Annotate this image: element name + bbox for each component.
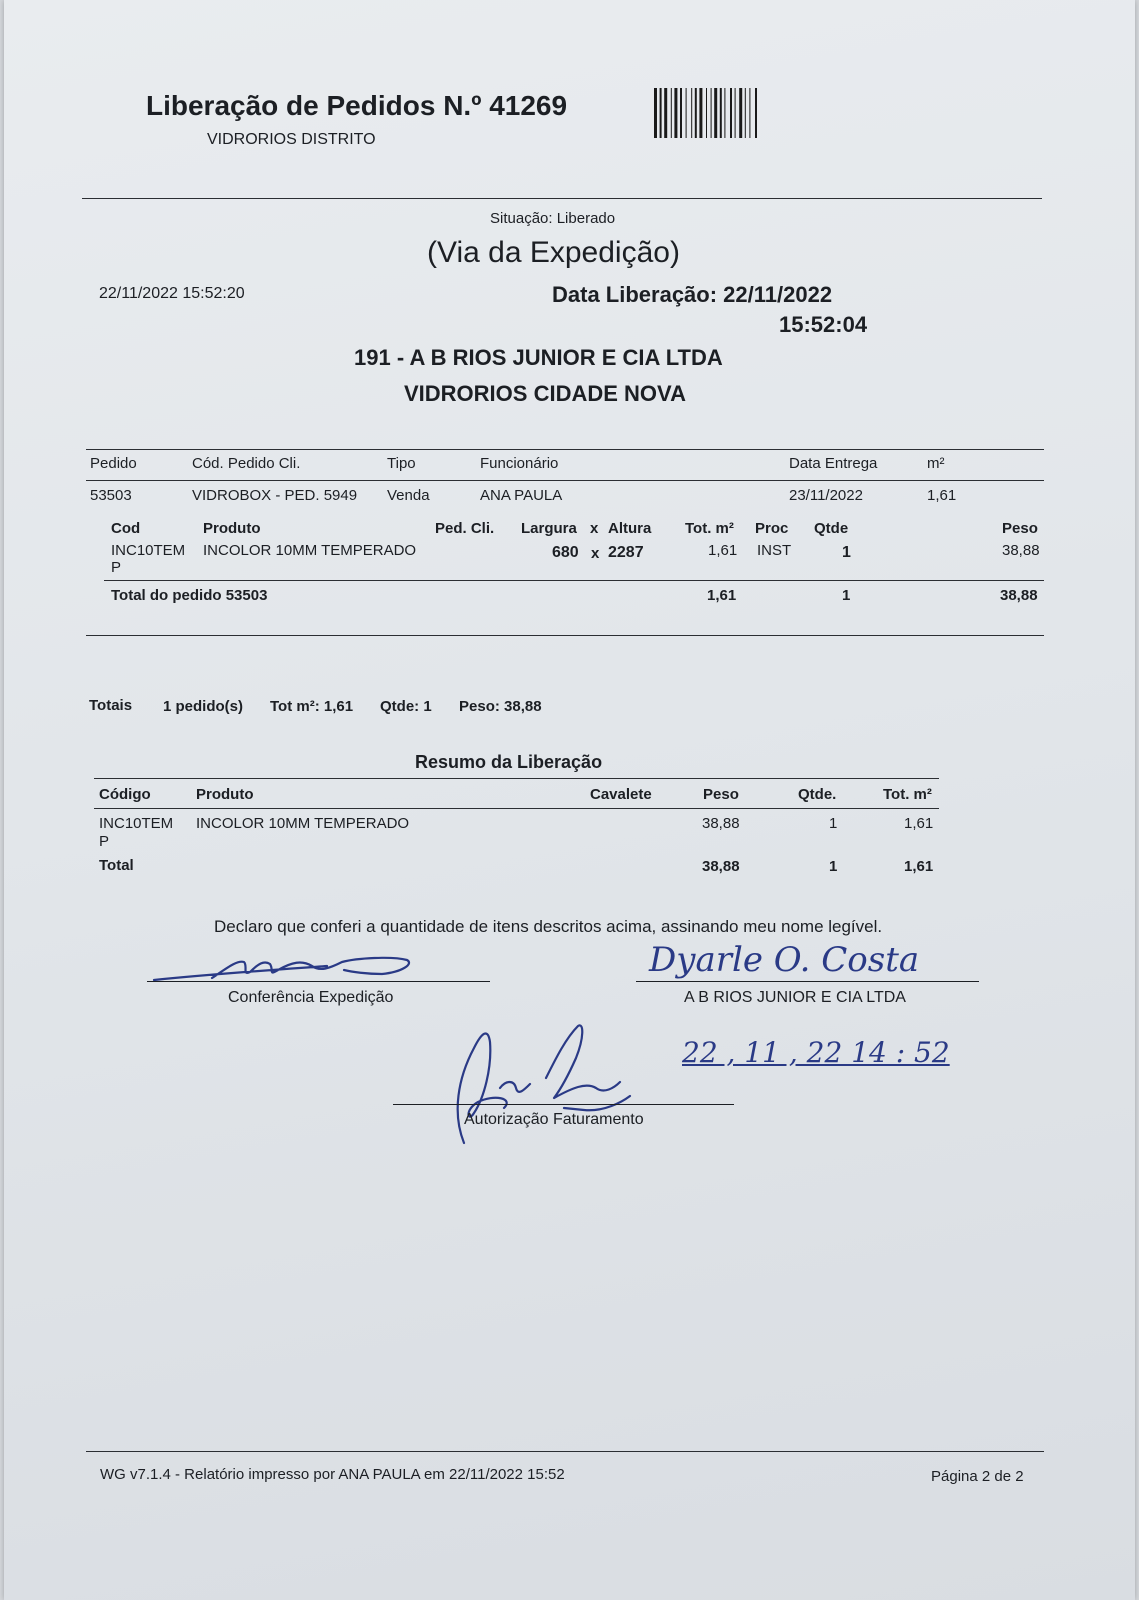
order-total-qtde: 1 xyxy=(842,587,851,604)
totals-peso: Peso: 38,88 xyxy=(459,698,542,715)
order-total-peso: 38,88 xyxy=(1000,587,1038,604)
handwritten-date: 22 , 11 , 22 14 : 52 xyxy=(682,1036,950,1069)
summary-col-qtde: Qtde. xyxy=(798,786,837,803)
summary-total-tot-m2: 1,61 xyxy=(904,858,934,875)
summary-qtde: 1 xyxy=(829,815,838,832)
item-tot-m2: 1,61 xyxy=(708,542,738,559)
order-total-m2: 1,61 xyxy=(707,587,737,604)
client-signature-label: A B RIOS JUNIOR E CIA LTDA xyxy=(684,989,906,1006)
document-page xyxy=(4,0,1135,1600)
client-handwritten-signature: Dyarle O. Costa xyxy=(649,940,920,980)
order-funcionario: ANA PAULA xyxy=(480,487,563,504)
summary-header-rule xyxy=(94,808,939,809)
expedicao-signature-icon xyxy=(152,950,422,990)
summary-col-peso: Peso xyxy=(703,786,739,803)
company-subtitle: VIDRORIOS DISTRITO xyxy=(207,131,376,148)
col-tipo: Tipo xyxy=(387,455,416,472)
totals-m2: Tot m²: 1,61 xyxy=(270,698,354,715)
col-cod-pedido-cli: Cód. Pedido Cli. xyxy=(192,455,301,472)
item-x: x xyxy=(591,545,600,562)
item-proc: INST xyxy=(757,542,792,559)
item-altura: 2287 xyxy=(608,544,644,561)
summary-codigo-continued: P xyxy=(99,833,110,850)
summary-col-codigo: Código xyxy=(99,786,151,803)
totals-label: Totais xyxy=(89,697,133,714)
col-pedido: Pedido xyxy=(90,455,137,472)
summary-tot-m2: 1,61 xyxy=(904,815,934,832)
order-table-top-rule xyxy=(86,449,1044,450)
item-qtde: 1 xyxy=(842,544,851,561)
faturamento-signature-icon xyxy=(444,1018,644,1153)
col-m2: m² xyxy=(927,455,945,472)
footer-rule xyxy=(86,1451,1044,1452)
item-col-produto: Produto xyxy=(203,520,261,537)
faturamento-signature-label: Autorização Faturamento xyxy=(464,1111,644,1128)
printed-timestamp: 22/11/2022 15:52:20 xyxy=(99,285,245,302)
summary-col-cavalete: Cavalete xyxy=(590,786,652,803)
item-col-largura: Largura xyxy=(521,520,577,537)
expedicao-signature-line xyxy=(147,981,490,982)
release-date: Data Liberação: 22/11/2022 xyxy=(552,282,833,307)
item-col-altura: Altura xyxy=(608,520,652,537)
summary-total-label: Total xyxy=(99,857,134,874)
faturamento-signature-line xyxy=(393,1104,734,1105)
item-cod-continued: P xyxy=(111,559,122,576)
totals-qtde: Qtde: 1 xyxy=(380,698,432,715)
order-data-entrega: 23/11/2022 xyxy=(789,487,863,504)
totals-pedidos: 1 pedido(s) xyxy=(163,698,244,715)
summary-total-peso: 38,88 xyxy=(702,858,740,875)
summary-top-rule xyxy=(94,778,939,779)
release-time: 15:52:04 xyxy=(779,312,868,337)
col-funcionario: Funcionário xyxy=(480,455,559,472)
item-col-x: x xyxy=(590,520,599,537)
summary-col-produto: Produto xyxy=(196,786,254,803)
summary-produto: INCOLOR 10MM TEMPERADO xyxy=(196,815,410,832)
order-tipo: Venda xyxy=(387,487,430,504)
order-m2: 1,61 xyxy=(927,487,957,504)
page-number: Página 2 de 2 xyxy=(931,1468,1024,1485)
item-col-tot-m2: Tot. m² xyxy=(685,520,734,537)
client-name: 191 - A B RIOS JUNIOR E CIA LTDA xyxy=(354,345,723,370)
item-produto: INCOLOR 10MM TEMPERADO xyxy=(203,542,417,559)
header-divider xyxy=(82,198,1042,199)
summary-title: Resumo da Liberação xyxy=(415,752,603,772)
document-title: Liberação de Pedidos N.º 41269 xyxy=(146,90,568,121)
item-largura: 680 xyxy=(552,544,579,561)
client-store: VIDRORIOS CIDADE NOVA xyxy=(404,381,686,406)
item-col-proc: Proc xyxy=(755,520,789,537)
summary-total-qtde: 1 xyxy=(829,858,838,875)
expedicao-signature-label: Conferência Expedição xyxy=(228,989,394,1006)
summary-col-tot-m2: Tot. m² xyxy=(883,786,932,803)
item-total-rule xyxy=(104,580,1044,581)
item-peso: 38,88 xyxy=(1002,542,1040,559)
item-col-cod: Cod xyxy=(111,520,141,537)
summary-codigo: INC10TEM xyxy=(99,815,174,832)
barcode-icon xyxy=(654,88,824,138)
summary-peso: 38,88 xyxy=(702,815,740,832)
order-table-bottom-rule xyxy=(86,635,1044,636)
item-col-ped-cli: Ped. Cli. xyxy=(435,520,495,537)
item-cod: INC10TEM xyxy=(111,542,186,559)
order-cod-cli: VIDROBOX - PED. 5949 xyxy=(192,487,358,504)
client-signature-line xyxy=(636,981,979,982)
footer-print-info: WG v7.1.4 - Relatório impresso por ANA PAULA em 22/11/2022 15:52 xyxy=(100,1466,565,1483)
col-data-entrega: Data Entrega xyxy=(789,455,878,472)
order-pedido: 53503 xyxy=(90,487,132,504)
order-total-label: Total do pedido 53503 xyxy=(111,587,268,604)
item-col-peso: Peso xyxy=(1002,520,1038,537)
order-header-rule xyxy=(86,480,1044,481)
status-text: Situação: Liberado xyxy=(490,210,616,227)
item-col-qtde: Qtde xyxy=(814,520,849,537)
declaration-text: Declaro que conferi a quantidade de itens descritos acima, assinando meu nome legível. xyxy=(214,917,883,936)
via-title: (Via da Expedição) xyxy=(427,236,680,269)
